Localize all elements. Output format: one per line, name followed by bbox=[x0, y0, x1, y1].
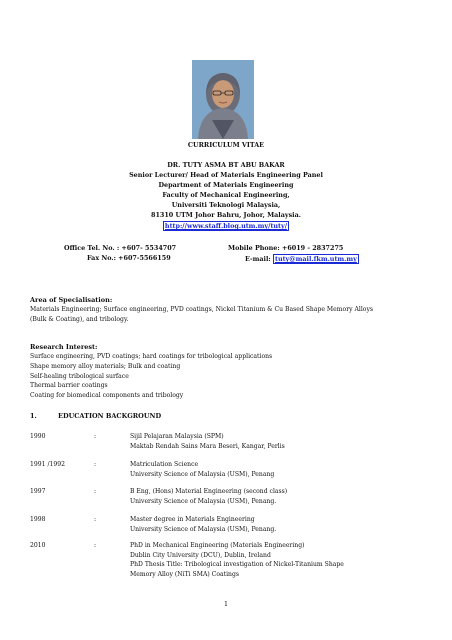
education-colon: : bbox=[94, 488, 97, 495]
education-year: 1990 bbox=[30, 433, 46, 440]
research-line: Coating for biomedical components and tribology bbox=[30, 392, 184, 399]
specialisation-heading: Area of Specialisation: bbox=[30, 296, 113, 304]
education-colon: : bbox=[94, 516, 97, 523]
education-colon: : bbox=[94, 461, 97, 468]
specialisation-line: Materials Engineering; Surface engineering, PVD coatings, Nickel Titanium & Cu Based Shape Memory Alloys bbox=[30, 306, 374, 313]
research-line: Shape memory alloy materials; Bulk and coating bbox=[30, 363, 181, 370]
fax-number: Fax No.: +607-5566159 bbox=[87, 254, 171, 262]
education-line: University Science of Malaysia (USM), Penang. bbox=[130, 497, 277, 505]
portrait-image bbox=[192, 60, 254, 139]
education-line: Dublin City University (DCU), Dublin, Ireland bbox=[130, 551, 271, 559]
mobile-phone: Mobile Phone: +6019 - 2837275 bbox=[228, 244, 344, 252]
education-line: Sijil Pelajaran Malaysia (SPM) bbox=[130, 433, 224, 440]
section-number: 1. bbox=[30, 412, 37, 420]
faculty-name: Faculty of Mechanical Engineering, bbox=[162, 191, 290, 199]
university-name: Universiti Teknologi Malaysia, bbox=[171, 201, 281, 209]
education-colon: : bbox=[94, 542, 97, 549]
research-line: Thermal barrier coatings bbox=[30, 382, 108, 389]
profile-photo bbox=[192, 60, 254, 139]
education-line: B Eng, (Hons) Material Engineering (second class) bbox=[130, 488, 288, 495]
education-year: 2010 bbox=[30, 542, 46, 549]
education-details bbox=[130, 541, 450, 579]
education-details bbox=[130, 432, 450, 451]
postal-address: 81310 UTM Johor Bahru, Johor, Malaysia. bbox=[151, 211, 301, 219]
specialisation-line: (Bulk & Coating), and tribology. bbox=[30, 316, 129, 323]
education-details bbox=[130, 515, 450, 534]
education-year: 1997 bbox=[30, 488, 46, 495]
research-line: Self-healing tribological surface bbox=[30, 373, 129, 380]
education-line: Memory Alloy (NiTi SMA) Coatings bbox=[130, 570, 239, 578]
education-line: University Science of Malaysia (USM), Penang bbox=[130, 470, 275, 478]
website-row bbox=[0, 221, 452, 232]
office-tel: Office Tel. No. : +607- 5534707 bbox=[64, 244, 177, 252]
education-line: Matriculation Science bbox=[130, 461, 199, 468]
website-link[interactable]: http://www.staff.blog.utm.my/tuty/ bbox=[164, 222, 288, 230]
education-details bbox=[130, 487, 450, 506]
education-line: Master degree in Materials Engineering bbox=[130, 516, 255, 523]
cv-title: CURRICULUM VITAE bbox=[187, 141, 265, 149]
education-heading: EDUCATION BACKGROUND bbox=[58, 412, 162, 420]
education-year: 1991 /1992 bbox=[30, 461, 66, 468]
email-row bbox=[245, 254, 359, 265]
page-number: 1 bbox=[223, 601, 228, 608]
education-heading-row bbox=[30, 412, 162, 421]
education-details bbox=[130, 460, 450, 479]
research-heading: Research Interest: bbox=[30, 343, 98, 351]
education-line: Maktab Rendah Sains Mara Beseri, Kangar, Perlis bbox=[130, 442, 285, 450]
position-title: Senior Lecturer/ Head of Materials Engineering Panel bbox=[129, 171, 323, 179]
person-name: DR. TUTY ASMA BT ABU BAKAR bbox=[167, 161, 285, 169]
email-label: E-mail: bbox=[245, 255, 271, 263]
education-year: 1998 bbox=[30, 516, 46, 523]
education-line: PhD in Mechanical Engineering (Materials Engineering) bbox=[130, 542, 305, 549]
department-name: Department of Materials Engineering bbox=[158, 181, 294, 189]
education-line: PhD Thesis Title: Tribological investigation of Nickel-Titanium Shape bbox=[130, 561, 344, 569]
education-line: University Science of Malaysia (USM), Penang. bbox=[130, 525, 277, 533]
research-line: Surface engineering, PVD coatings; hard coatings for tribological applications bbox=[30, 353, 273, 360]
email-link[interactable]: tuty@mail.fkm.utm.my bbox=[275, 255, 357, 263]
education-colon: : bbox=[94, 433, 97, 440]
